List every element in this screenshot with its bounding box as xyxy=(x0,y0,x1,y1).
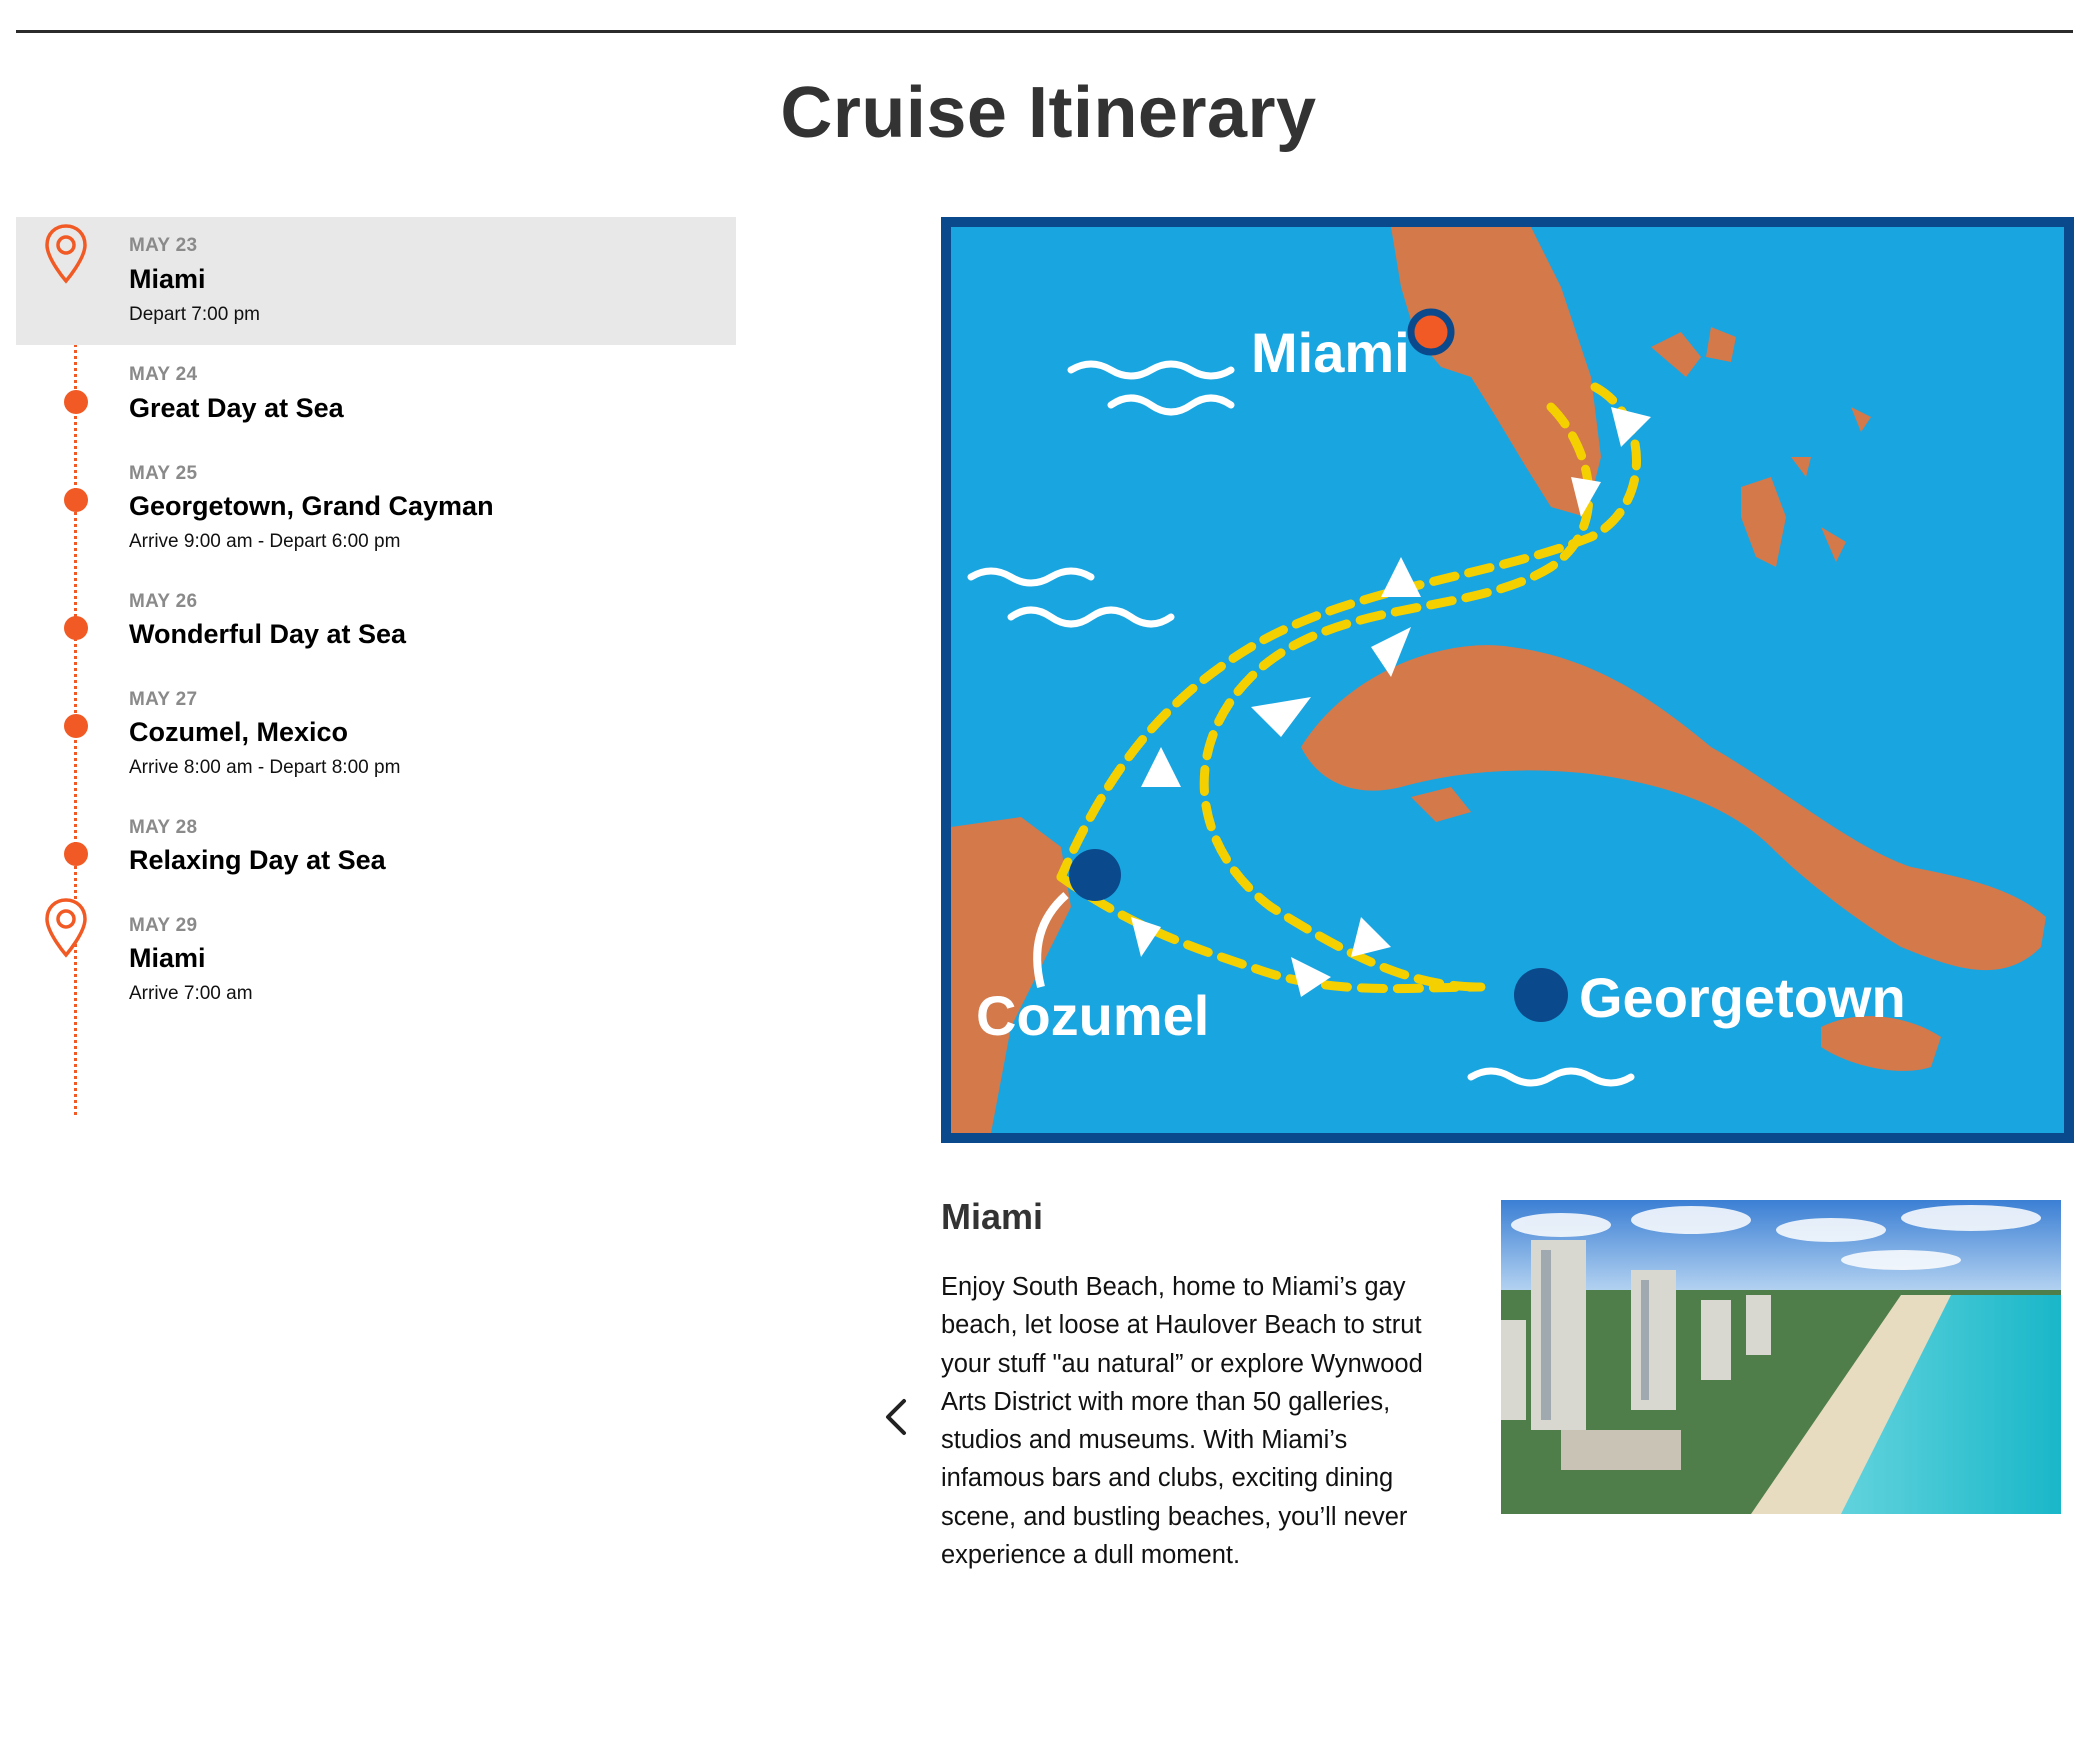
timeline-dot xyxy=(64,616,88,640)
itinerary-day-5[interactable] xyxy=(16,669,736,797)
day-date: MAY 28 xyxy=(129,817,198,838)
day-times: Arrive 8:00 am - Depart 8:00 pm xyxy=(129,757,401,778)
day-date: MAY 23 xyxy=(129,235,198,256)
day-date: MAY 24 xyxy=(129,364,198,385)
itinerary-day-1[interactable] xyxy=(16,217,736,345)
miami-port-marker xyxy=(1411,312,1451,352)
day-port: Miami xyxy=(129,943,206,973)
georgetown-port-marker xyxy=(1514,968,1568,1022)
day-port: Great Day at Sea xyxy=(129,393,344,423)
isle-of-youth xyxy=(1411,787,1471,822)
map-label-georgetown: Georgetown xyxy=(1579,966,1906,1029)
itinerary-day-7[interactable] xyxy=(16,895,736,1023)
day-port: Miami xyxy=(129,264,206,294)
map-illustration xyxy=(951,227,2064,1133)
day-times: Arrive 9:00 am - Depart 6:00 pm xyxy=(129,531,401,552)
page-title: Cruise Itinerary xyxy=(780,73,1317,153)
bahamas-islands xyxy=(1651,327,1871,567)
chevron-left-icon[interactable] xyxy=(880,1395,914,1439)
timeline-dot xyxy=(64,842,88,866)
day-date: MAY 27 xyxy=(129,689,198,710)
florida-landmass xyxy=(1391,227,1601,517)
day-port: Wonderful Day at Sea xyxy=(129,619,407,649)
day-port: Relaxing Day at Sea xyxy=(129,845,386,875)
port-detail-title: Miami xyxy=(941,1196,1044,1237)
cozumel-port-marker xyxy=(1069,849,1121,901)
location-pin-icon xyxy=(44,897,88,959)
day-port: Georgetown, Grand Cayman xyxy=(129,491,494,521)
miami-beach-photo xyxy=(1501,1200,2061,1514)
day-date: MAY 29 xyxy=(129,915,198,936)
itinerary-day-6[interactable] xyxy=(16,797,736,895)
timeline-dot xyxy=(64,390,88,414)
cuba-landmass xyxy=(1301,645,2046,970)
location-pin-icon xyxy=(44,223,88,285)
top-divider xyxy=(16,30,2073,33)
itinerary-map xyxy=(941,217,2074,1143)
day-date: MAY 26 xyxy=(129,591,198,612)
itinerary-day-2[interactable] xyxy=(16,345,736,443)
map-label-miami: Miami xyxy=(1251,321,1410,384)
yucatan-landmass xyxy=(951,817,1071,1133)
day-date: MAY 25 xyxy=(129,463,198,484)
itinerary-day-4[interactable] xyxy=(16,571,736,669)
day-times: Depart 7:00 pm xyxy=(129,304,260,325)
timeline-dot xyxy=(64,488,88,512)
map-label-cozumel: Cozumel xyxy=(976,984,1210,1047)
itinerary-timeline xyxy=(16,217,736,1017)
timeline-dot xyxy=(64,714,88,738)
day-port: Cozumel, Mexico xyxy=(129,717,349,747)
port-detail-description: Enjoy South Beach, home to Miami’s gay beach, let loose at Haulover Beach to strut your stuff "au natural” or explore Wynwood Arts District with more than 50 galleries, studios and museums. With Miami’s infamous bars and clubs, exciting dining scene, and bustling beaches, you’ll never experience a dull moment. xyxy=(941,1273,1423,1570)
day-times: Arrive 7:00 am xyxy=(129,983,253,1004)
itinerary-day-3[interactable] xyxy=(16,443,736,571)
